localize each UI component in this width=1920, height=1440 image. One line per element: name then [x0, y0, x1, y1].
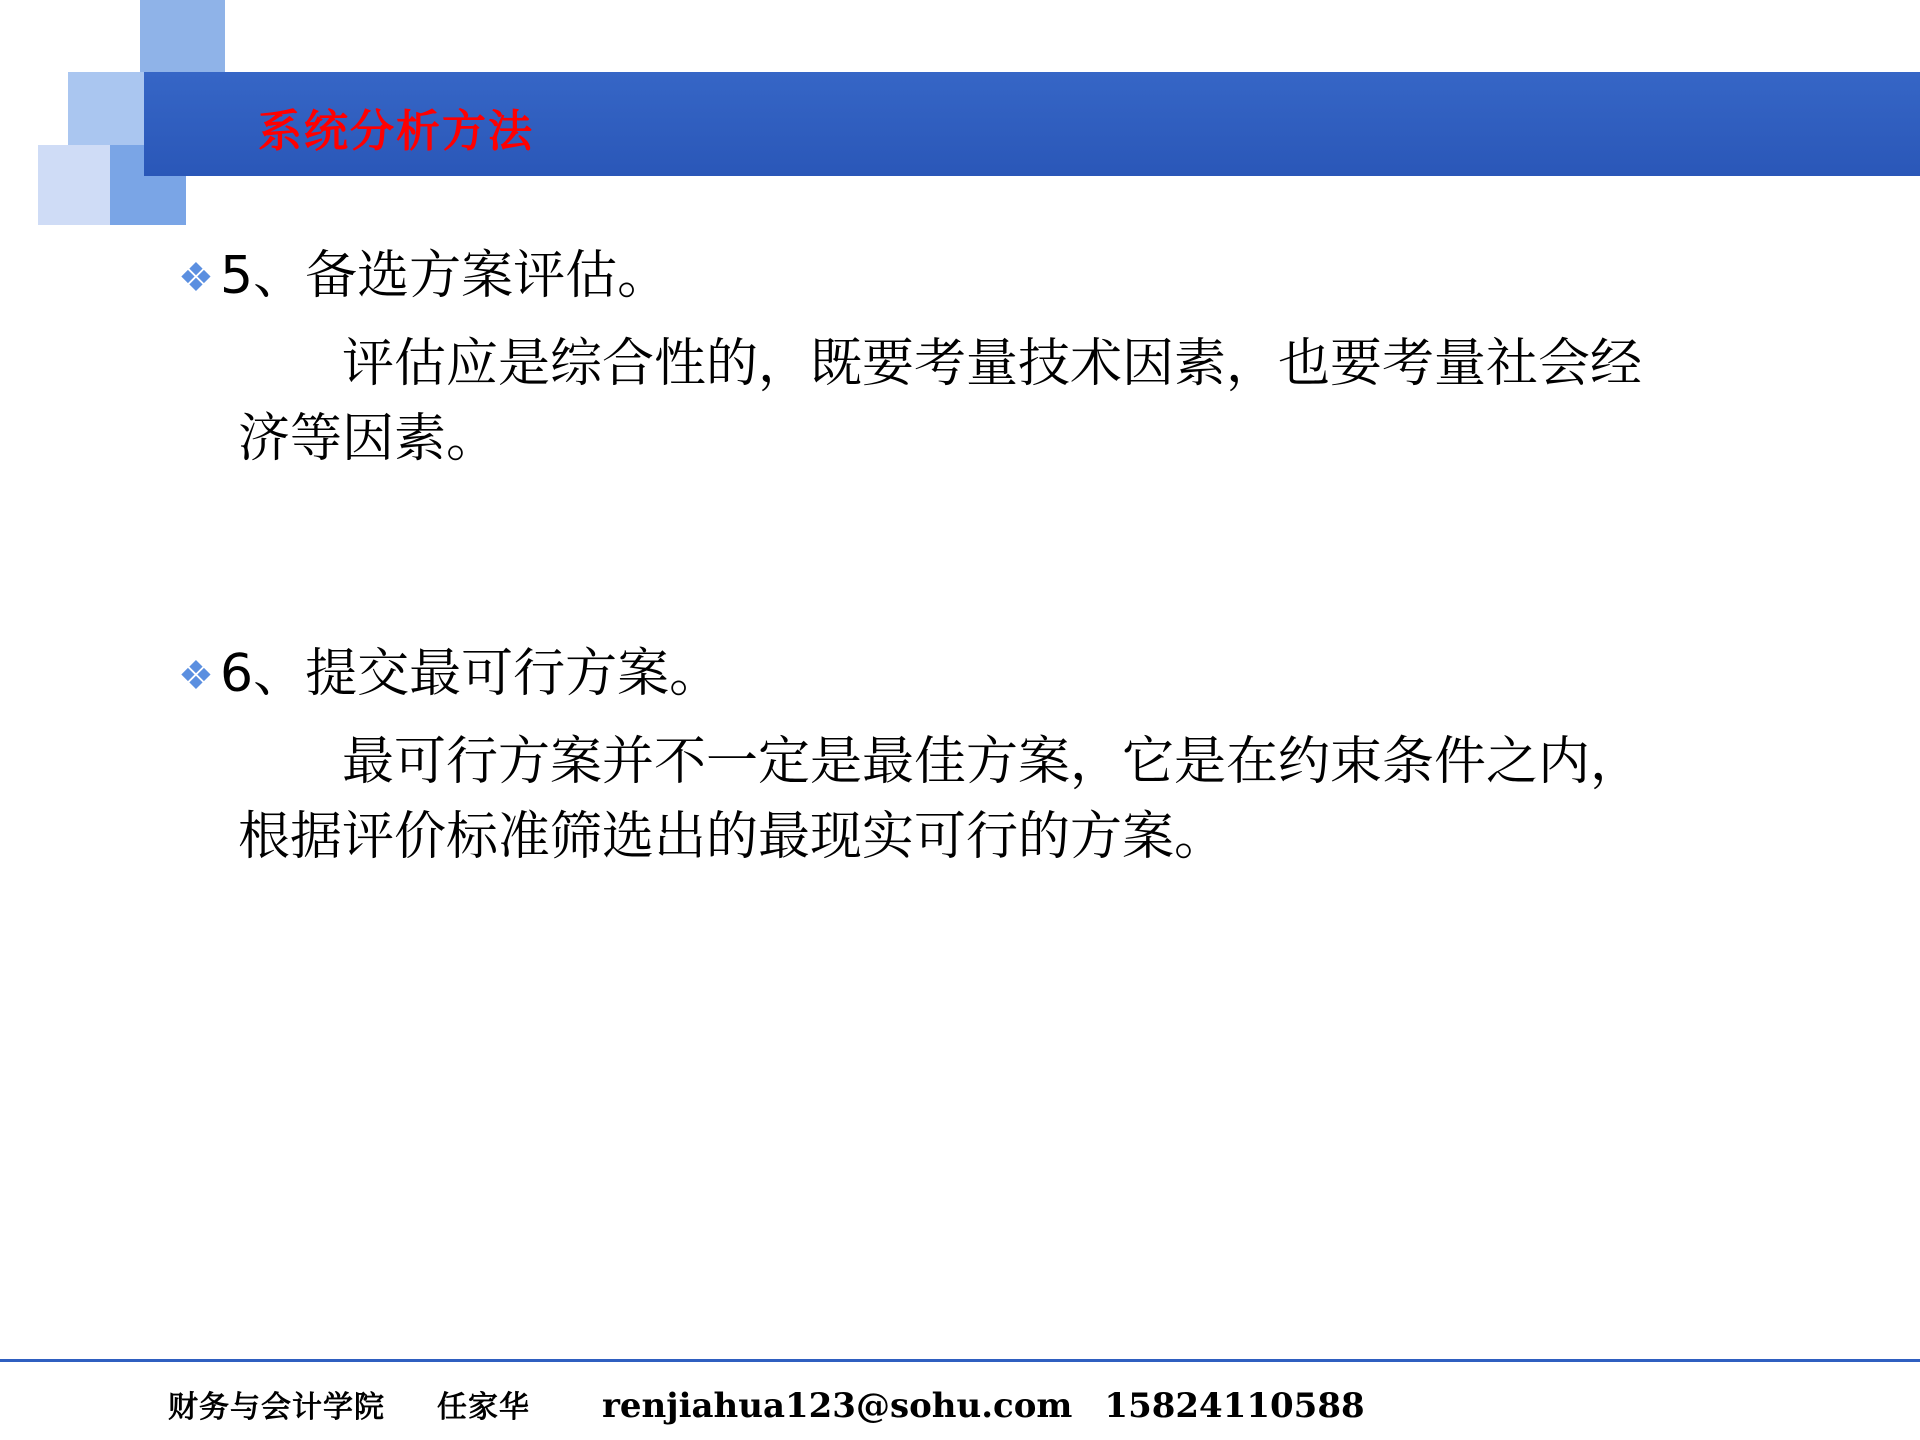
diamond-bullet-icon: ❖ [178, 653, 214, 698]
footer-divider [0, 1359, 1920, 1362]
paragraph-5: 评估应是综合性的，既要考量技术因素，也要考量社会经济等因素。 [238, 334, 1643, 470]
slide-footer [168, 1382, 1365, 1426]
slide-body [0, 200, 1920, 876]
content-block-6 [0, 642, 1920, 876]
footer-author: 任家华 [437, 1390, 530, 1425]
page-title: 系统分析方法 [258, 106, 534, 157]
bullet-heading-6: 6、提交最可行方案。 [220, 643, 722, 704]
content-block-5 [0, 244, 1920, 478]
decor-square-light-mid [68, 72, 144, 152]
paragraph-6: 最可行方案并不一定是最佳方案，它是在约束条件之内，根据评价标准筛选出的最现实可行的方案。 [238, 731, 1643, 868]
bullet-item-6 [0, 642, 1920, 707]
footer-email: renjiahua123@sohu.com [602, 1386, 1073, 1426]
footer-phone: 15824110588 [1104, 1386, 1365, 1426]
bullet-heading-5: 5、备选方案评估。 [220, 246, 670, 306]
diamond-bullet-icon: ❖ [178, 256, 214, 300]
bullet-item-5 [0, 244, 1920, 309]
block-spacer [0, 478, 1920, 598]
footer-institution: 财务与会计学院 [168, 1390, 385, 1425]
